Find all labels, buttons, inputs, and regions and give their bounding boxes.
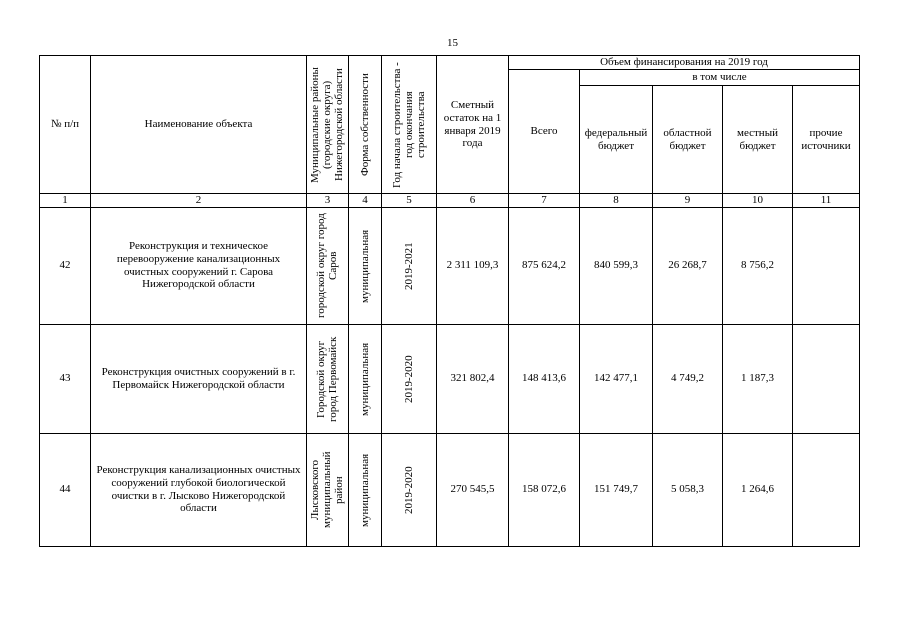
- column-number: 9: [653, 194, 723, 208]
- row-federal: 840 599,3: [580, 207, 653, 324]
- table-row: [40, 324, 860, 433]
- row-district: городской округ город Саров: [307, 207, 349, 324]
- header-ownership: Форма собственности: [349, 56, 382, 194]
- column-number: 10: [723, 194, 793, 208]
- header-district: Муниципальные районы (городские округа) Нижегородской области: [307, 56, 349, 194]
- column-number-row: [40, 194, 860, 208]
- row-other: [793, 433, 860, 546]
- row-no: 43: [40, 324, 91, 433]
- row-federal: 142 477,1: [580, 324, 653, 433]
- header-local: местный бюджет: [723, 86, 793, 194]
- row-balance: 270 545,5: [437, 433, 509, 546]
- header-years: Год начала строительства - год окончания строительства: [382, 56, 437, 194]
- page-number: 15: [447, 37, 458, 49]
- row-years: 2019-2020: [382, 433, 437, 546]
- row-total: 875 624,2: [509, 207, 580, 324]
- row-total: 158 072,6: [509, 433, 580, 546]
- row-name: Реконструкция канализационных очистных сооружений глубокой биологической очистки в г. Лысково Нижегородской области: [91, 433, 307, 546]
- row-years: 2019-2021: [382, 207, 437, 324]
- table-row: [40, 207, 860, 324]
- row-district: Городской округ город Первомайск: [307, 324, 349, 433]
- row-name: Реконструкция и техническое перевооружение канализационных очистных сооружений г. Сарова Нижегородской области: [91, 207, 307, 324]
- column-number: 8: [580, 194, 653, 208]
- header-funding: Объем финансирования на 2019 год: [509, 56, 860, 70]
- row-other: [793, 207, 860, 324]
- row-no: 44: [40, 433, 91, 546]
- column-number: 5: [382, 194, 437, 208]
- row-other: [793, 324, 860, 433]
- row-balance: 2 311 109,3: [437, 207, 509, 324]
- row-district: Лысковского муниципальный район: [307, 433, 349, 546]
- row-balance: 321 802,4: [437, 324, 509, 433]
- row-no: 42: [40, 207, 91, 324]
- row-regional: 5 058,3: [653, 433, 723, 546]
- row-local: 1 264,6: [723, 433, 793, 546]
- header-name: Наименование объекта: [91, 56, 307, 194]
- header-no: № п/п: [40, 56, 91, 194]
- header-total: Всего: [509, 70, 580, 194]
- row-local: 8 756,2: [723, 207, 793, 324]
- row-regional: 26 268,7: [653, 207, 723, 324]
- header-row-1: [40, 56, 860, 70]
- column-number: 11: [793, 194, 860, 208]
- row-ownership: муниципальная: [349, 324, 382, 433]
- column-number: 7: [509, 194, 580, 208]
- header-regional: областной бюджет: [653, 86, 723, 194]
- column-number: 6: [437, 194, 509, 208]
- table-row: [40, 433, 860, 546]
- financing-table: [39, 55, 860, 547]
- row-federal: 151 749,7: [580, 433, 653, 546]
- column-number: 3: [307, 194, 349, 208]
- row-local: 1 187,3: [723, 324, 793, 433]
- header-balance: Сметный остаток на 1 января 2019 года: [437, 56, 509, 194]
- header-federal: федеральный бюджет: [580, 86, 653, 194]
- column-number: 4: [349, 194, 382, 208]
- row-name: Реконструкция очистных сооружений в г. Первомайск Нижегородской области: [91, 324, 307, 433]
- row-ownership: муниципальная: [349, 433, 382, 546]
- row-years: 2019-2020: [382, 324, 437, 433]
- row-regional: 4 749,2: [653, 324, 723, 433]
- column-number: 1: [40, 194, 91, 208]
- header-other: прочие источники: [793, 86, 860, 194]
- row-ownership: муниципальная: [349, 207, 382, 324]
- header-including: в том числе: [580, 70, 860, 86]
- column-number: 2: [91, 194, 307, 208]
- row-total: 148 413,6: [509, 324, 580, 433]
